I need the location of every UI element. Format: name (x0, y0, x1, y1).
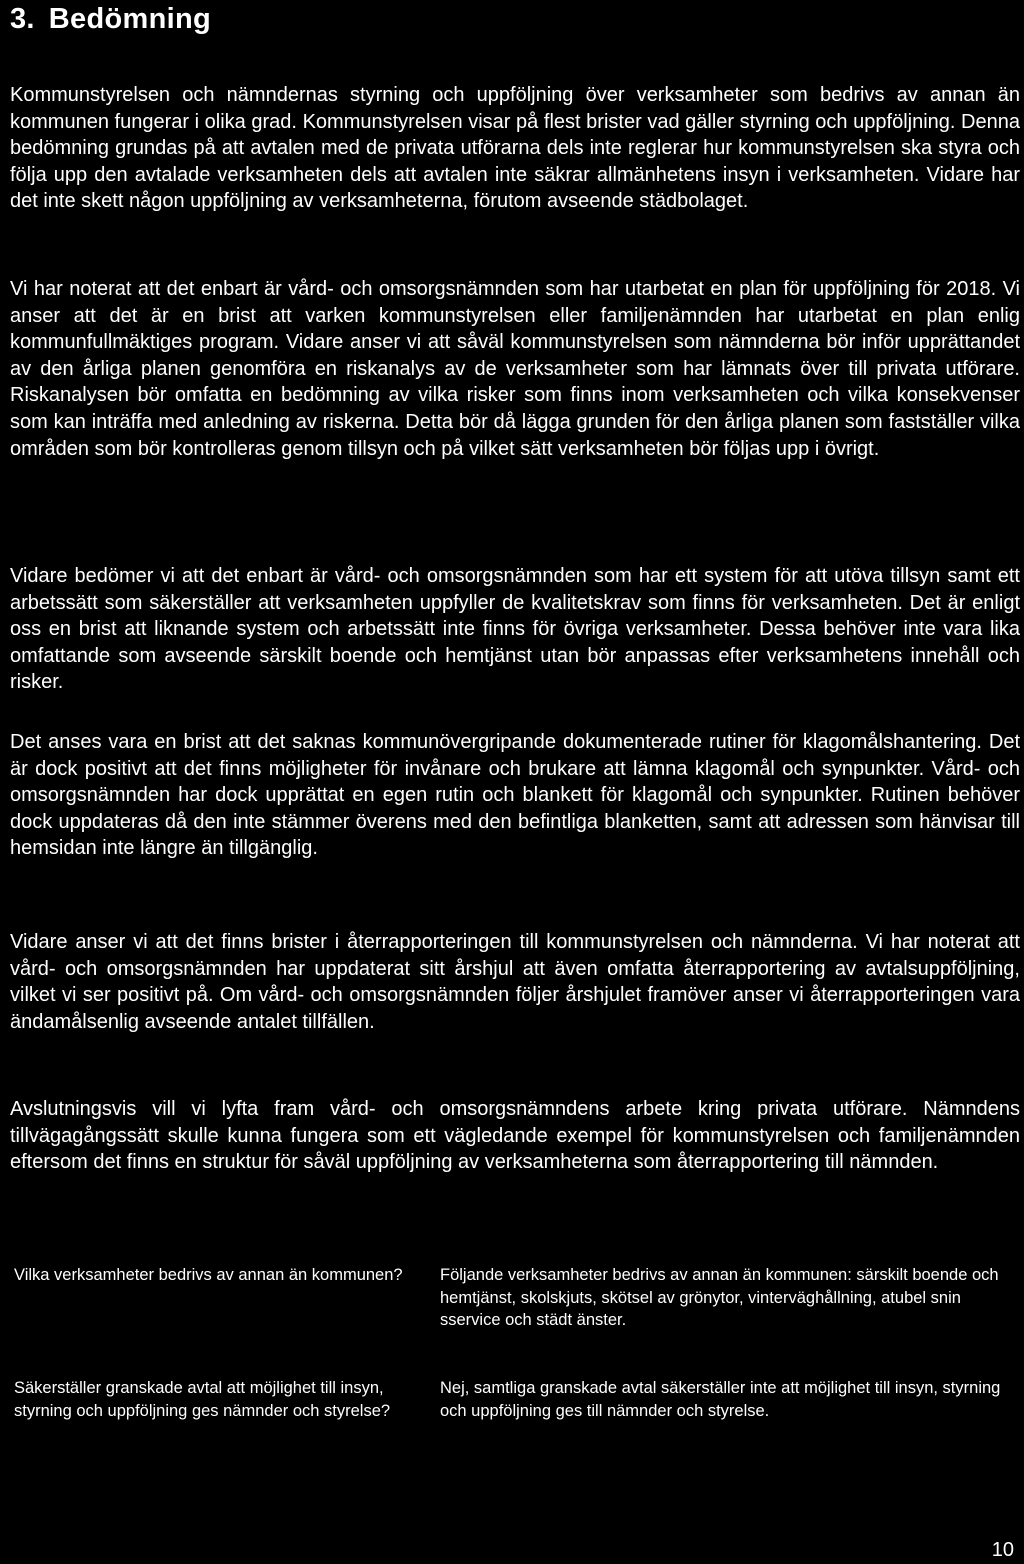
paragraph-6: Avslutningsvis vill vi lyfta fram vård- och omsorgsnämndens arbete kring privata utförare. Nämndens tillvägagångssätt skulle kunna fungera som ett vägledande exempel för kommunstyrelsen och familjenämnden eftersom det finns en struktur för såväl uppföljning av verksamheterna som återrapportering till nämnden. (10, 1098, 1020, 1174)
section-title: Bedömning (48, 3, 211, 35)
paragraph-3: Vidare bedömer vi att det enbart är vård- och omsorgsnämnden som har ett system för att utöva tillsyn samt ett arbetssätt som säkerställer att verksamheten uppfyller de kvalitetskrav som finns för verksamheten. Det är enligt oss en brist att liknande system och arbetssätt inte finns för övriga verksamheter. Dessa behöver inte vara lika omfattande som avseende särskilt boende och hemtjänst utan bör anpassas efter verksamhetens innehåll och risker. (10, 565, 1020, 694)
qa-answer-2: Nej, samtliga granskade avtal säkerställer inte att möjlighet till insyn, styrning och uppföljning ges till nämnder och styrelse. (440, 1379, 1001, 1420)
section-heading (10, 0, 211, 38)
paragraph-1: Kommunstyrelsen och nämndernas styrning och uppföljning över verksamheter som bedrivs av annan än kommunen fungerar i olika grad. Kommunstyrelsen visar på flest brister vad gäller styrning och uppföljning. Denna bedömning grundas på att avtalen med de privata utförarna dels inte reglerar hur kommunstyrelsen ska styra och följa upp den avtalade verksamheten dels att avtalen inte säkrar allmänhetens insyn i verksamheten. Vidare har det inte skett någon uppföljning av verksamheterna, förutom avseende städbolaget. (10, 84, 1020, 213)
paragraph-2: Vi har noterat att det enbart är vård- och omsorgsnämnden som har utarbetat en plan för uppföljning för 2018. Vi anser att det är en brist att varken kommunstyrelsen eller familjenämnden har utarbetat en plan enlig kommunfullmäktiges program. Vidare anser vi att såväl kommunstyrelsen som nämnderna bör inför upprättandet av den årliga planen genomföra en riskanalys av de verksamheter som har lämnats över till privata utförare. Riskanalysen bör omfatta en bedömning av vilka risker som finns inom verksamheten och vilka konsekvenser som kan inträffa med anledning av riskerna. Detta bör då lägga grunden för den årliga planen som fastställer vilka områden som bör kontrolleras genom tillsyn och på vilket sätt verksamheten bör följas upp i övrigt. (10, 278, 1020, 460)
paragraph-4: Det anses vara en brist att det saknas kommunövergripande dokumenterade rutiner för klagomålshantering. Det är dock positivt att det finns möjligheter för invånare och brukare att lämna klagomål och synpunkter. Vård- och omsorgsnämnden har dock upprättat en egen rutin och blankett för klagomål och synpunkter. Rutinen behöver dock uppdateras då den inte stämmer överens med den befintliga blanketten, samt att adressen som hänvisar till hemsidan inte längre än tillgänglig. (10, 731, 1020, 860)
section-number: 3. (10, 3, 35, 35)
qa-answer-1: Följande verksamheter bedrivs av annan än kommunen: särskilt boende och hemtjänst, skolskjuts, skötsel av grönytor, vinterväghållning, atubel snin sservice och städt änster. (440, 1266, 999, 1329)
paragraph-5: Vidare anser vi att det finns brister i återrapporteringen till kommunstyrelsen och nämnderna. Vi har noterat att vård- och omsorgsnämnden har uppdaterat sitt årshjul att även omfatta återrapportering av avtalsuppföljning, vilket vi ser positivt på. Om vård- och omsorgsnämnden följer årshjulet framöver anser vi återrapporteringen vara ändamålsenlig avseende antalet tillfällen. (10, 931, 1020, 1033)
page-number: 10 (991, 1539, 1014, 1561)
qa-question-2: Säkerställer granskade avtal att möjlighet till insyn, styrning och uppföljning ges nämnder och styrelse? (14, 1379, 391, 1420)
qa-question-1: Vilka verksamheter bedrivs av annan än kommunen? (14, 1266, 403, 1284)
